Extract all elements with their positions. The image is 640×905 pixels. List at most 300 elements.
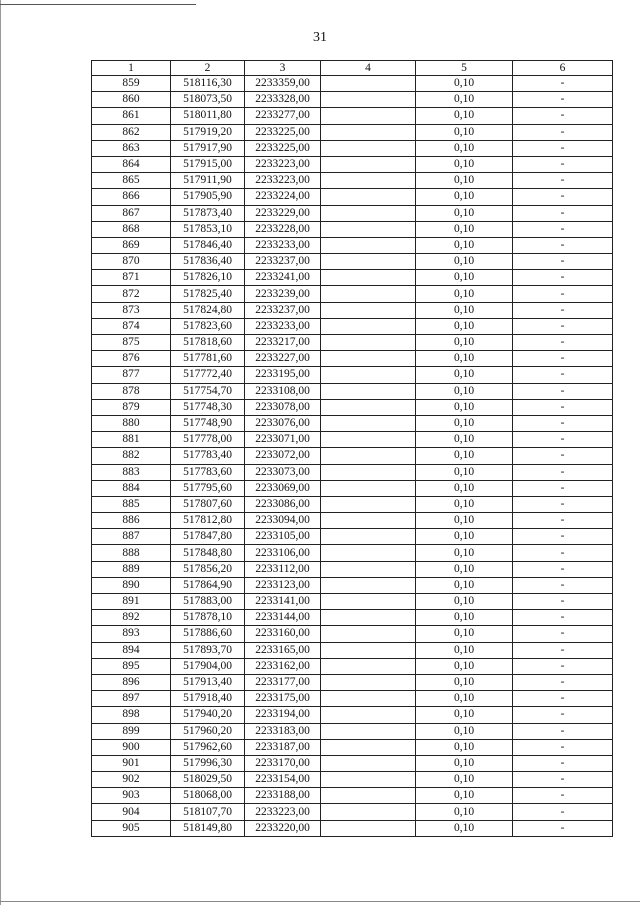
table-cell: 0,10 bbox=[416, 302, 513, 318]
table-cell: 866 bbox=[92, 189, 171, 205]
table-row bbox=[92, 464, 613, 480]
table-cell bbox=[321, 351, 416, 367]
table-cell: 517911,90 bbox=[171, 173, 245, 189]
table-cell: 865 bbox=[92, 173, 171, 189]
table-cell: 867 bbox=[92, 205, 171, 221]
table-cell bbox=[321, 302, 416, 318]
table-cell: 868 bbox=[92, 221, 171, 237]
table-cell: 905 bbox=[92, 820, 171, 836]
table-cell: - bbox=[513, 448, 613, 464]
table-cell bbox=[321, 286, 416, 302]
table-cell: 0,10 bbox=[416, 513, 513, 529]
table-cell: 2233223,00 bbox=[245, 804, 321, 820]
table-cell: 0,10 bbox=[416, 626, 513, 642]
table-cell: 2233359,00 bbox=[245, 76, 321, 92]
table-cell bbox=[321, 124, 416, 140]
column-header: 5 bbox=[416, 61, 513, 76]
table-cell bbox=[321, 237, 416, 253]
page-edge-line bbox=[0, 0, 1, 905]
table-row bbox=[92, 302, 613, 318]
table-cell: 517847,80 bbox=[171, 529, 245, 545]
table-cell: - bbox=[513, 464, 613, 480]
table-cell: 886 bbox=[92, 513, 171, 529]
table-cell: 517848,80 bbox=[171, 545, 245, 561]
table-row bbox=[92, 610, 613, 626]
table-cell: 517807,60 bbox=[171, 496, 245, 512]
table-cell: 898 bbox=[92, 707, 171, 723]
page-number: 31 bbox=[313, 30, 327, 45]
table-cell: 2233162,00 bbox=[245, 658, 321, 674]
table-cell: - bbox=[513, 626, 613, 642]
table-cell: 2233069,00 bbox=[245, 480, 321, 496]
table-row bbox=[92, 156, 613, 172]
table-cell: 517913,40 bbox=[171, 674, 245, 690]
table-cell: 2233108,00 bbox=[245, 383, 321, 399]
table-cell: - bbox=[513, 723, 613, 739]
column-header: 1 bbox=[92, 61, 171, 76]
table-cell: - bbox=[513, 189, 613, 205]
table-cell: - bbox=[513, 513, 613, 529]
table-cell: 0,10 bbox=[416, 707, 513, 723]
table-cell: 0,10 bbox=[416, 610, 513, 626]
table-cell: 895 bbox=[92, 658, 171, 674]
table-cell: 2233277,00 bbox=[245, 108, 321, 124]
table-row bbox=[92, 270, 613, 286]
table-cell: 517883,00 bbox=[171, 594, 245, 610]
table-row bbox=[92, 691, 613, 707]
table-cell: 2233165,00 bbox=[245, 642, 321, 658]
table-cell: 517783,40 bbox=[171, 448, 245, 464]
table-cell: 2233237,00 bbox=[245, 302, 321, 318]
table-cell: - bbox=[513, 610, 613, 626]
table-cell: - bbox=[513, 254, 613, 270]
table-cell: 2233195,00 bbox=[245, 367, 321, 383]
table-cell bbox=[321, 594, 416, 610]
table-cell bbox=[321, 561, 416, 577]
table-cell: 2233241,00 bbox=[245, 270, 321, 286]
table-row bbox=[92, 221, 613, 237]
table-cell: 2233188,00 bbox=[245, 788, 321, 804]
table-cell: 2233223,00 bbox=[245, 156, 321, 172]
table-cell bbox=[321, 577, 416, 593]
table-cell bbox=[321, 804, 416, 820]
table-cell: 517748,30 bbox=[171, 399, 245, 415]
table-cell: 517826,10 bbox=[171, 270, 245, 286]
table-cell: 0,10 bbox=[416, 173, 513, 189]
table-cell: 2233073,00 bbox=[245, 464, 321, 480]
table-cell: - bbox=[513, 221, 613, 237]
table-cell: 517781,60 bbox=[171, 351, 245, 367]
table-cell bbox=[321, 448, 416, 464]
table-cell bbox=[321, 820, 416, 836]
table-cell: 518073,50 bbox=[171, 92, 245, 108]
table-row bbox=[92, 642, 613, 658]
table-cell: 2233228,00 bbox=[245, 221, 321, 237]
table-cell: - bbox=[513, 108, 613, 124]
table-cell: - bbox=[513, 561, 613, 577]
table-cell bbox=[321, 415, 416, 431]
table-cell: 2233225,00 bbox=[245, 140, 321, 156]
table-cell: - bbox=[513, 772, 613, 788]
table-row bbox=[92, 577, 613, 593]
table-row bbox=[92, 723, 613, 739]
table-cell: - bbox=[513, 529, 613, 545]
table-cell: 882 bbox=[92, 448, 171, 464]
table-row bbox=[92, 189, 613, 205]
table-cell: 892 bbox=[92, 610, 171, 626]
table-cell bbox=[321, 432, 416, 448]
table-cell: 2233160,00 bbox=[245, 626, 321, 642]
table-cell: 879 bbox=[92, 399, 171, 415]
table-cell: 518116,30 bbox=[171, 76, 245, 92]
table-row bbox=[92, 318, 613, 334]
table-row bbox=[92, 788, 613, 804]
table-row bbox=[92, 594, 613, 610]
table-row bbox=[92, 529, 613, 545]
table-cell: - bbox=[513, 707, 613, 723]
table-cell bbox=[321, 156, 416, 172]
table-cell: 517893,70 bbox=[171, 642, 245, 658]
table-cell bbox=[321, 674, 416, 690]
table-cell: - bbox=[513, 173, 613, 189]
table-cell: - bbox=[513, 351, 613, 367]
table-cell bbox=[321, 189, 416, 205]
table-cell: 2233237,00 bbox=[245, 254, 321, 270]
table-cell: 2233076,00 bbox=[245, 415, 321, 431]
table-cell: 880 bbox=[92, 415, 171, 431]
table-cell: - bbox=[513, 156, 613, 172]
table-cell: 518029,50 bbox=[171, 772, 245, 788]
column-header: 4 bbox=[321, 61, 416, 76]
footer-rule bbox=[0, 901, 640, 902]
table-cell: - bbox=[513, 739, 613, 755]
table-row bbox=[92, 448, 613, 464]
table-cell: 0,10 bbox=[416, 464, 513, 480]
table-cell: - bbox=[513, 286, 613, 302]
table-cell bbox=[321, 529, 416, 545]
table-cell bbox=[321, 335, 416, 351]
table-row bbox=[92, 674, 613, 690]
table-cell: 517918,40 bbox=[171, 691, 245, 707]
table-cell: 0,10 bbox=[416, 140, 513, 156]
table-cell: - bbox=[513, 820, 613, 836]
table-cell: 893 bbox=[92, 626, 171, 642]
table-cell: 0,10 bbox=[416, 658, 513, 674]
table-row bbox=[92, 351, 613, 367]
table-cell: 518068,00 bbox=[171, 788, 245, 804]
table-cell: 517754,70 bbox=[171, 383, 245, 399]
table-cell: 0,10 bbox=[416, 755, 513, 771]
table-cell: 517836,40 bbox=[171, 254, 245, 270]
table-cell: 899 bbox=[92, 723, 171, 739]
table-row bbox=[92, 335, 613, 351]
table-cell: 2233233,00 bbox=[245, 318, 321, 334]
column-header: 6 bbox=[513, 61, 613, 76]
table-cell: 861 bbox=[92, 108, 171, 124]
table-cell: - bbox=[513, 658, 613, 674]
table-cell: 517915,00 bbox=[171, 156, 245, 172]
table-cell: 517778,00 bbox=[171, 432, 245, 448]
table-cell bbox=[321, 92, 416, 108]
table-row bbox=[92, 399, 613, 415]
table-cell: 0,10 bbox=[416, 189, 513, 205]
table-cell bbox=[321, 772, 416, 788]
table-row bbox=[92, 92, 613, 108]
table-cell: 2233225,00 bbox=[245, 124, 321, 140]
table-cell: 901 bbox=[92, 755, 171, 771]
table-cell: 2233220,00 bbox=[245, 820, 321, 836]
table-cell: 887 bbox=[92, 529, 171, 545]
table-cell bbox=[321, 658, 416, 674]
table-cell bbox=[321, 221, 416, 237]
table-cell: 517919,20 bbox=[171, 124, 245, 140]
table-row bbox=[92, 772, 613, 788]
table-cell: - bbox=[513, 335, 613, 351]
table-cell: 0,10 bbox=[416, 496, 513, 512]
table-cell: 0,10 bbox=[416, 254, 513, 270]
table-cell: 0,10 bbox=[416, 480, 513, 496]
table-cell: 876 bbox=[92, 351, 171, 367]
table-cell: 2233086,00 bbox=[245, 496, 321, 512]
table-cell: 904 bbox=[92, 804, 171, 820]
table-cell: - bbox=[513, 496, 613, 512]
table-cell: 870 bbox=[92, 254, 171, 270]
table-row bbox=[92, 432, 613, 448]
table-cell: 0,10 bbox=[416, 92, 513, 108]
table-cell: 894 bbox=[92, 642, 171, 658]
table-cell: 0,10 bbox=[416, 270, 513, 286]
table-cell: 2233105,00 bbox=[245, 529, 321, 545]
table-cell: 518011,80 bbox=[171, 108, 245, 124]
table-cell bbox=[321, 755, 416, 771]
table-cell: 0,10 bbox=[416, 415, 513, 431]
table-row bbox=[92, 237, 613, 253]
table-cell: 0,10 bbox=[416, 561, 513, 577]
table-cell bbox=[321, 464, 416, 480]
table-row bbox=[92, 707, 613, 723]
table-cell: - bbox=[513, 642, 613, 658]
table-row bbox=[92, 254, 613, 270]
table-cell: - bbox=[513, 92, 613, 108]
coordinates-table bbox=[91, 60, 613, 837]
table-cell bbox=[321, 610, 416, 626]
table-cell: 0,10 bbox=[416, 335, 513, 351]
table-cell: 517856,20 bbox=[171, 561, 245, 577]
table-cell: - bbox=[513, 318, 613, 334]
table-cell: - bbox=[513, 577, 613, 593]
table-row bbox=[92, 804, 613, 820]
table-cell: 2233112,00 bbox=[245, 561, 321, 577]
table-cell: - bbox=[513, 691, 613, 707]
table-body bbox=[92, 76, 613, 837]
table-cell bbox=[321, 626, 416, 642]
table-cell: 2233106,00 bbox=[245, 545, 321, 561]
table-cell: 0,10 bbox=[416, 124, 513, 140]
table-cell: 875 bbox=[92, 335, 171, 351]
table-cell: 0,10 bbox=[416, 383, 513, 399]
table-cell: 517853,10 bbox=[171, 221, 245, 237]
table-cell: 0,10 bbox=[416, 674, 513, 690]
table-cell: 517940,20 bbox=[171, 707, 245, 723]
table-cell bbox=[321, 318, 416, 334]
table-cell: 0,10 bbox=[416, 804, 513, 820]
table-cell: 0,10 bbox=[416, 577, 513, 593]
table-cell: 517864,90 bbox=[171, 577, 245, 593]
table-cell: 517873,40 bbox=[171, 205, 245, 221]
table-cell bbox=[321, 691, 416, 707]
table-cell: 0,10 bbox=[416, 788, 513, 804]
table-cell: 891 bbox=[92, 594, 171, 610]
table-cell: 0,10 bbox=[416, 772, 513, 788]
table-cell: 2233175,00 bbox=[245, 691, 321, 707]
table-cell: 2233187,00 bbox=[245, 739, 321, 755]
table-row bbox=[92, 480, 613, 496]
table-cell: 860 bbox=[92, 92, 171, 108]
table-cell: 517795,60 bbox=[171, 480, 245, 496]
table-cell: 871 bbox=[92, 270, 171, 286]
table-cell: 2233078,00 bbox=[245, 399, 321, 415]
table-cell bbox=[321, 496, 416, 512]
table-cell: - bbox=[513, 415, 613, 431]
table-cell: 0,10 bbox=[416, 108, 513, 124]
table-cell bbox=[321, 367, 416, 383]
table-cell bbox=[321, 254, 416, 270]
table-cell: - bbox=[513, 755, 613, 771]
table-cell: 0,10 bbox=[416, 76, 513, 92]
table-cell: - bbox=[513, 399, 613, 415]
table-cell: - bbox=[513, 674, 613, 690]
table-cell: 517818,60 bbox=[171, 335, 245, 351]
table-cell: 2233194,00 bbox=[245, 707, 321, 723]
table-row bbox=[92, 383, 613, 399]
table-cell: 859 bbox=[92, 76, 171, 92]
column-header: 2 bbox=[171, 61, 245, 76]
table-cell bbox=[321, 707, 416, 723]
table-cell: 890 bbox=[92, 577, 171, 593]
table-cell: 517748,90 bbox=[171, 415, 245, 431]
table-cell: - bbox=[513, 594, 613, 610]
table-cell bbox=[321, 399, 416, 415]
table-cell: - bbox=[513, 480, 613, 496]
table-cell: 517917,90 bbox=[171, 140, 245, 156]
table-cell: 518107,70 bbox=[171, 804, 245, 820]
table-row bbox=[92, 415, 613, 431]
table-cell: 2233072,00 bbox=[245, 448, 321, 464]
table-cell bbox=[321, 270, 416, 286]
table-cell bbox=[321, 76, 416, 92]
table-cell: 877 bbox=[92, 367, 171, 383]
table-cell: 873 bbox=[92, 302, 171, 318]
table-cell: 0,10 bbox=[416, 723, 513, 739]
table-cell: 517960,20 bbox=[171, 723, 245, 739]
table-cell: 889 bbox=[92, 561, 171, 577]
table-cell: 878 bbox=[92, 383, 171, 399]
table-row bbox=[92, 658, 613, 674]
table-cell: 2233229,00 bbox=[245, 205, 321, 221]
table-cell bbox=[321, 108, 416, 124]
table-cell: 869 bbox=[92, 237, 171, 253]
table-row bbox=[92, 820, 613, 836]
table-row bbox=[92, 545, 613, 561]
table-cell: - bbox=[513, 124, 613, 140]
table-cell: 517825,40 bbox=[171, 286, 245, 302]
table-cell: 2233223,00 bbox=[245, 173, 321, 189]
table-row bbox=[92, 496, 613, 512]
table-cell: 517824,80 bbox=[171, 302, 245, 318]
table-cell: - bbox=[513, 140, 613, 156]
table-cell: 2233071,00 bbox=[245, 432, 321, 448]
table-row bbox=[92, 140, 613, 156]
table-row bbox=[92, 173, 613, 189]
table-cell: - bbox=[513, 432, 613, 448]
table-cell: 0,10 bbox=[416, 739, 513, 755]
table-cell: 2233177,00 bbox=[245, 674, 321, 690]
table-cell: 0,10 bbox=[416, 318, 513, 334]
header-rule bbox=[0, 4, 196, 5]
table-cell: - bbox=[513, 383, 613, 399]
table-cell: 517783,60 bbox=[171, 464, 245, 480]
table-cell: 903 bbox=[92, 788, 171, 804]
table-cell: 2233239,00 bbox=[245, 286, 321, 302]
table-cell: 872 bbox=[92, 286, 171, 302]
table-cell bbox=[321, 788, 416, 804]
table-header-row bbox=[92, 61, 613, 76]
table-cell bbox=[321, 173, 416, 189]
table-cell: - bbox=[513, 804, 613, 820]
table-cell bbox=[321, 723, 416, 739]
table-cell: 0,10 bbox=[416, 448, 513, 464]
table-row bbox=[92, 286, 613, 302]
table-cell: 517812,80 bbox=[171, 513, 245, 529]
table-cell: 896 bbox=[92, 674, 171, 690]
table-cell: 2233094,00 bbox=[245, 513, 321, 529]
table-cell: - bbox=[513, 205, 613, 221]
table-cell: 0,10 bbox=[416, 205, 513, 221]
table-cell: 517846,40 bbox=[171, 237, 245, 253]
table-cell: 902 bbox=[92, 772, 171, 788]
table-cell: - bbox=[513, 788, 613, 804]
table-cell: 874 bbox=[92, 318, 171, 334]
table-row bbox=[92, 755, 613, 771]
table-cell bbox=[321, 140, 416, 156]
table-cell: 517905,90 bbox=[171, 189, 245, 205]
table-cell: 517823,60 bbox=[171, 318, 245, 334]
table-row bbox=[92, 739, 613, 755]
table-cell: 0,10 bbox=[416, 156, 513, 172]
table-cell: 884 bbox=[92, 480, 171, 496]
table-cell: 517962,60 bbox=[171, 739, 245, 755]
table-cell: 862 bbox=[92, 124, 171, 140]
table-cell: 864 bbox=[92, 156, 171, 172]
table-cell: 2233141,00 bbox=[245, 594, 321, 610]
table-cell: 0,10 bbox=[416, 691, 513, 707]
table-cell: 0,10 bbox=[416, 351, 513, 367]
table-row bbox=[92, 205, 613, 221]
table-cell: 2233224,00 bbox=[245, 189, 321, 205]
table-cell: - bbox=[513, 545, 613, 561]
table-row bbox=[92, 124, 613, 140]
table-cell: 518149,80 bbox=[171, 820, 245, 836]
table-cell: 0,10 bbox=[416, 820, 513, 836]
table-cell: 517772,40 bbox=[171, 367, 245, 383]
table-cell: 0,10 bbox=[416, 594, 513, 610]
table-cell bbox=[321, 383, 416, 399]
table-cell: 897 bbox=[92, 691, 171, 707]
table-cell: 0,10 bbox=[416, 286, 513, 302]
table-cell: 517996,30 bbox=[171, 755, 245, 771]
table-cell: 2233233,00 bbox=[245, 237, 321, 253]
table-cell: 0,10 bbox=[416, 545, 513, 561]
